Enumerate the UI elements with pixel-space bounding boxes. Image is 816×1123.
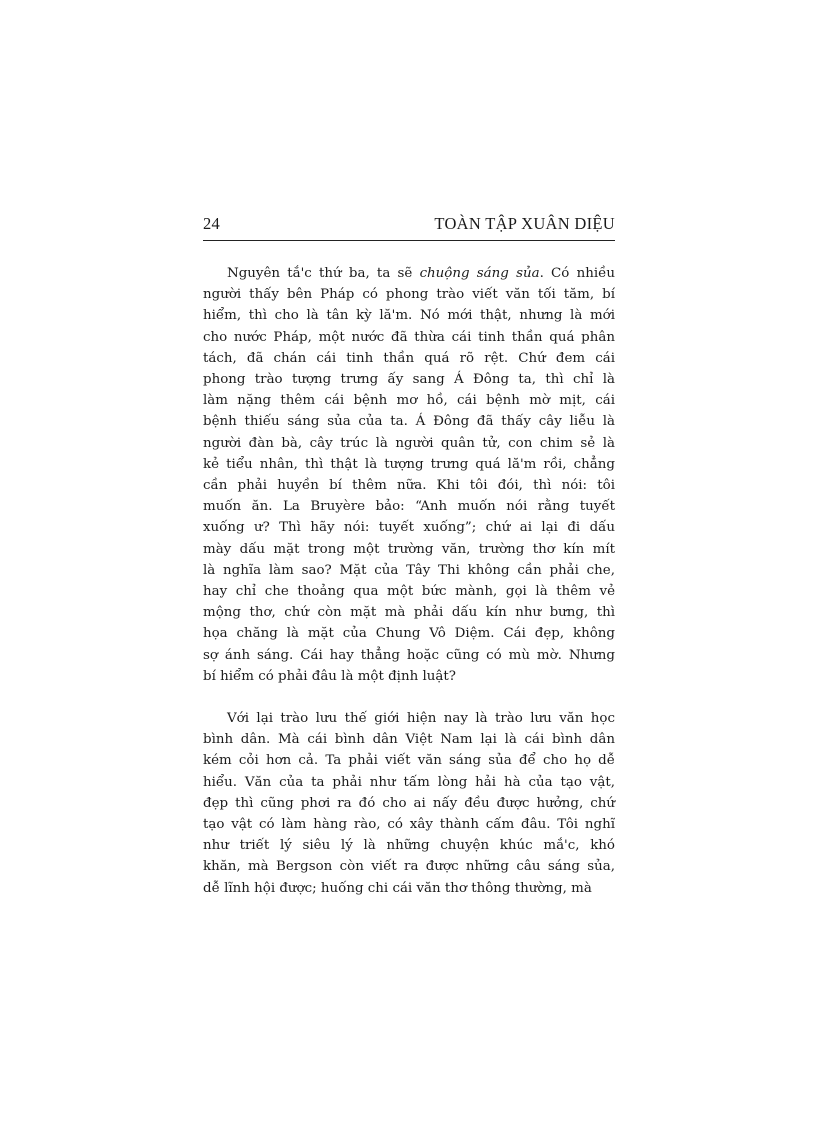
text-line: sợ ánh sáng. Cái hay thẳng hoặc cũng có mù mờ. Nhưng <box>203 647 615 663</box>
text-line: làm nặng thêm cái bệnh mơ hồ, cái bệnh mờ mịt, cái <box>203 393 615 409</box>
text-line: người đàn bà, cây trúc là người quân tử, con chim sẻ là <box>203 435 615 451</box>
text-line: là nghĩa làm sao? Mặt của Tây Thi không cần phải che, <box>203 562 615 578</box>
body-text <box>203 263 615 899</box>
running-title: TOÀN TẬP XUÂN DIỆU <box>434 214 615 233</box>
book-page <box>203 214 615 899</box>
text-line: đẹp thì cũng phơi ra đó cho ai nấy đều được hưởng, chứ <box>203 795 615 811</box>
text-line: như triết lý siêu lý là những chuyện khúc mắ'c, khó <box>203 838 615 854</box>
text-line: dễ lĩnh hội được; huống chi cái văn thơ thông thường, mà <box>203 880 592 896</box>
text-line: xuống ư? Thì hãy nói: tuyết xuống”; chứ ai lại đi dấu <box>203 520 615 536</box>
text-line: tạo vật có làm hàng rào, có xây thành cấm đâu. Tôi nghĩ <box>203 817 615 833</box>
text-line: hiểm, thì cho là tân kỳ lă'm. Nó mới thật, nhưng là mới <box>203 308 615 324</box>
text-line: bình dân. Mà cái bình dân Việt Nam lại là cái bình dân <box>203 732 615 748</box>
text-line: cho nước Pháp, một nước đã thừa cái tinh thần quá phân <box>203 329 615 345</box>
text-line: bệnh thiếu sáng sủa của ta. Á Đông đã thấy cây liễu là <box>203 414 615 430</box>
text-line: người thấy bên Pháp có phong trào viết văn tối tăm, bí <box>203 287 615 303</box>
text-line: hay chỉ che thoảng qua một bức mành, gọi là thêm vẻ <box>203 584 615 600</box>
text-line: Nguyên tắ'c thứ ba, ta sẽ chuộng sáng sủa. Có nhiều <box>227 266 615 281</box>
text-line: Với lại trào lưu thế giới hiện nay là trào lưu văn học <box>227 711 615 727</box>
text-line: cần phải huyền bí thêm nữa. Khi tôi đói, thì nói: tôi <box>203 478 615 494</box>
text-line: tách, đã chán cái tinh thần quá rõ rệt. Chứ đem cái <box>203 350 615 366</box>
page-number: 24 <box>203 214 221 233</box>
text-line: khăn, mà Bergson còn viết ra được những câu sáng sủa, <box>203 859 615 875</box>
text-line: hiểu. Văn của ta phải như tấm lòng hải hà của tạo vật, <box>203 774 615 790</box>
text-line: mộng thơ, chứ còn mặt mà phải dấu kín như bưng, thì <box>203 605 615 621</box>
paragraph <box>203 708 615 899</box>
text-line: mày dấu mặt trong một trường văn, trường thơ kín mít <box>203 541 615 557</box>
running-header <box>203 214 615 241</box>
text-line: kẻ tiểu nhân, thì thật là tượng trưng quá lă'm rồi, chẳng <box>203 456 615 472</box>
text-line: bí hiểm có phải đâu là một định luật? <box>203 668 456 684</box>
text-line: họa chăng là mặt của Chung Vô Diệm. Cái đẹp, không <box>203 626 615 642</box>
text-line: phong trào tượng trưng ấy sang Á Đông ta, thì chỉ là <box>203 372 615 388</box>
text-line: muốn ăn. La Bruyère bảo: “Anh muốn nói rằng tuyết <box>203 499 615 515</box>
text-line: kém cỏi hơn cả. Ta phải viết văn sáng sủa để cho họ dễ <box>203 753 615 769</box>
paragraph <box>203 263 615 687</box>
